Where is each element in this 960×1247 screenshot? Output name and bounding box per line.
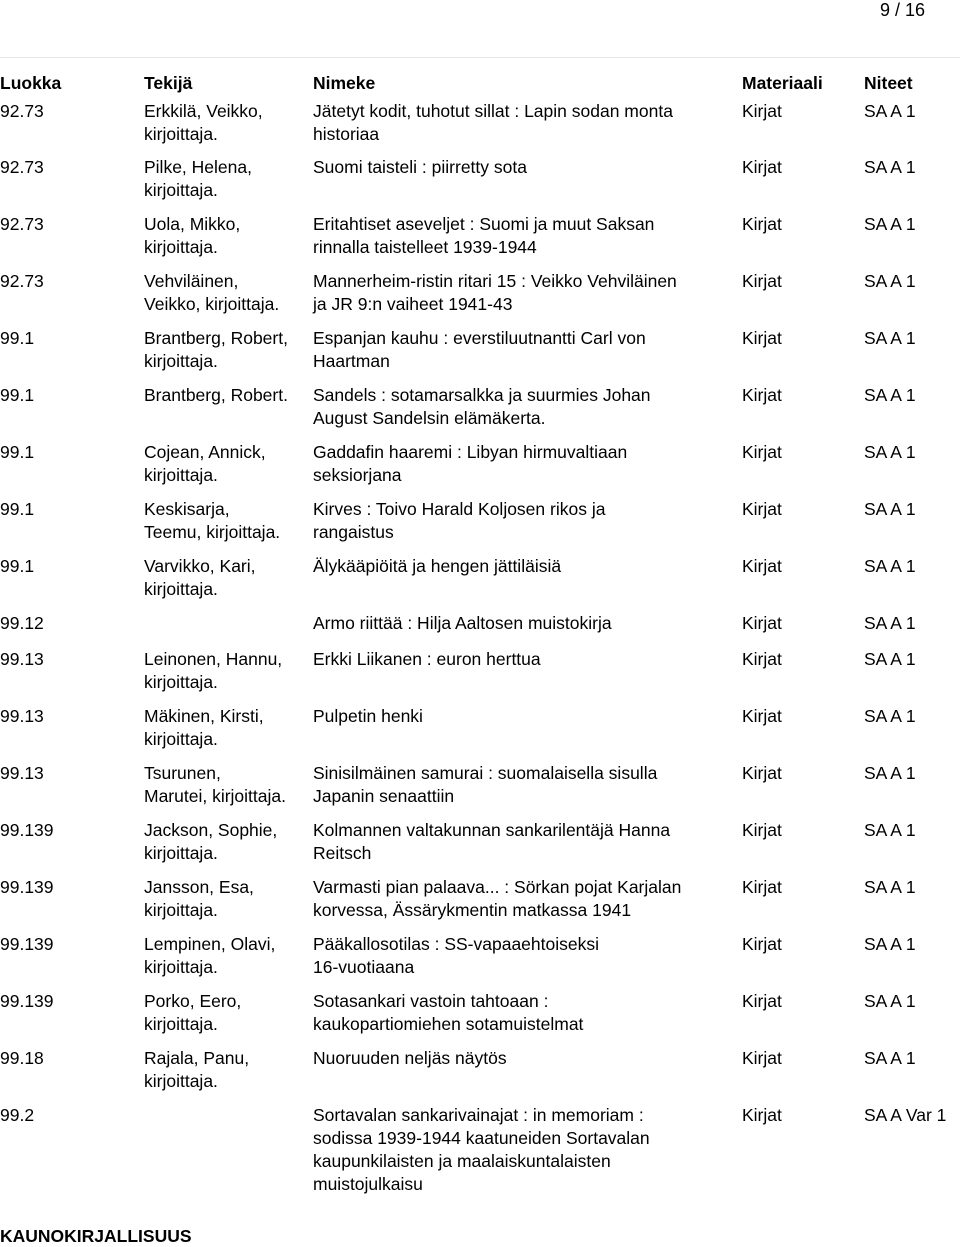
cell-materiaali: Kirjat bbox=[742, 1048, 782, 1068]
cell-tekija: Jackson, Sophie, bbox=[144, 820, 278, 840]
cell-tekija: Lempinen, Olavi, bbox=[144, 934, 276, 954]
cell-nimeke: Pulpetin henki bbox=[313, 706, 423, 726]
cell-nimeke: August Sandelsin elämäkerta. bbox=[313, 408, 546, 428]
column-header-luokka: Luokka bbox=[0, 73, 62, 93]
cell-tekija: kirjoittaja. bbox=[144, 579, 218, 599]
cell-nimeke: Reitsch bbox=[313, 843, 372, 863]
cell-tekija: Keskisarja, bbox=[144, 499, 230, 519]
cell-tekija: Mäkinen, Kirsti, bbox=[144, 706, 264, 726]
cell-niteet: SA A 1 bbox=[864, 101, 916, 121]
cell-niteet: SA A 1 bbox=[864, 1048, 916, 1068]
cell-nimeke: kaupunkilaisten ja maalaiskuntalaisten bbox=[313, 1151, 611, 1171]
cell-nimeke: rinnalla taistelleet 1939-1944 bbox=[313, 237, 537, 257]
cell-nimeke: Mannerheim-ristin ritari 15 : Veikko Vehviläinen bbox=[313, 271, 677, 291]
cell-materiaali: Kirjat bbox=[742, 706, 782, 726]
cell-tekija: Brantberg, Robert, bbox=[144, 328, 288, 348]
cell-materiaali: Kirjat bbox=[742, 1105, 782, 1125]
cell-tekija: kirjoittaja. bbox=[144, 843, 218, 863]
table-header bbox=[0, 72, 960, 96]
cell-materiaali: Kirjat bbox=[742, 499, 782, 519]
cell-materiaali: Kirjat bbox=[742, 385, 782, 405]
cell-luokka: 99.2 bbox=[0, 1105, 35, 1125]
cell-tekija: kirjoittaja. bbox=[144, 900, 218, 920]
cell-luokka: 99.1 bbox=[0, 442, 35, 462]
cell-materiaali: Kirjat bbox=[742, 877, 782, 897]
cell-tekija: Rajala, Panu, bbox=[144, 1048, 250, 1068]
cell-niteet: SA A Var 1 bbox=[864, 1105, 947, 1125]
cell-materiaali: Kirjat bbox=[742, 820, 782, 840]
column-header-niteet: Niteet bbox=[864, 73, 913, 93]
cell-tekija: kirjoittaja. bbox=[144, 351, 218, 371]
cell-nimeke: 16-vuotiaana bbox=[313, 957, 415, 977]
cell-tekija: kirjoittaja. bbox=[144, 180, 218, 200]
cell-nimeke: Sortavalan sankarivainajat : in memoriam : bbox=[313, 1105, 644, 1125]
cell-nimeke: Eritahtiset aseveljet : Suomi ja muut Saksan bbox=[313, 214, 655, 234]
cell-materiaali: Kirjat bbox=[742, 271, 782, 291]
cell-tekija: Leinonen, Hannu, bbox=[144, 649, 283, 669]
cell-luokka: 99.1 bbox=[0, 385, 35, 405]
cell-luokka: 99.139 bbox=[0, 820, 54, 840]
cell-niteet: SA A 1 bbox=[864, 385, 916, 405]
cell-tekija: Erkkilä, Veikko, bbox=[144, 101, 263, 121]
cell-tekija: Pilke, Helena, bbox=[144, 157, 252, 177]
cell-nimeke: Varmasti pian palaava... : Sörkan pojat Karjalan bbox=[313, 877, 682, 897]
cell-materiaali: Kirjat bbox=[742, 991, 782, 1011]
cell-niteet: SA A 1 bbox=[864, 556, 916, 576]
cell-nimeke: Suomi taisteli : piirretty sota bbox=[313, 157, 527, 177]
cell-niteet: SA A 1 bbox=[864, 820, 916, 840]
cell-tekija: Veikko, kirjoittaja. bbox=[144, 294, 280, 314]
cell-nimeke: Erkki Liikanen : euron herttua bbox=[313, 649, 541, 669]
cell-luokka: 99.1 bbox=[0, 328, 35, 348]
cell-luokka: 99.139 bbox=[0, 934, 54, 954]
cell-tekija: Brantberg, Robert. bbox=[144, 385, 288, 405]
cell-luokka: 92.73 bbox=[0, 101, 44, 121]
cell-nimeke: Sinisilmäinen samurai : suomalaisella sisulla bbox=[313, 763, 658, 783]
cell-tekija: kirjoittaja. bbox=[144, 1071, 218, 1091]
cell-materiaali: Kirjat bbox=[742, 613, 782, 633]
cell-luokka: 99.13 bbox=[0, 706, 44, 726]
cell-tekija: Teemu, kirjoittaja. bbox=[144, 522, 281, 542]
cell-nimeke: Älykääpiöitä ja hengen jättiläisiä bbox=[313, 556, 562, 576]
cell-tekija: Jansson, Esa, bbox=[144, 877, 254, 897]
cell-luokka: 99.139 bbox=[0, 991, 54, 1011]
cell-nimeke: Sotasankari vastoin tahtoaan : bbox=[313, 991, 549, 1011]
cell-nimeke: Pääkallosotilas : SS-vapaaehtoiseksi bbox=[313, 934, 599, 954]
cell-nimeke: seksiorjana bbox=[313, 465, 402, 485]
cell-luokka: 92.73 bbox=[0, 271, 44, 291]
cell-nimeke: Sandels : sotamarsalkka ja suurmies Johan bbox=[313, 385, 651, 405]
cell-luokka: 92.73 bbox=[0, 214, 44, 234]
cell-tekija: Tsurunen, bbox=[144, 763, 221, 783]
cell-tekija: kirjoittaja. bbox=[144, 957, 218, 977]
cell-materiaali: Kirjat bbox=[742, 157, 782, 177]
cell-luokka: 99.13 bbox=[0, 649, 44, 669]
cell-niteet: SA A 1 bbox=[864, 649, 916, 669]
cell-luokka: 99.1 bbox=[0, 499, 35, 519]
page-number: 9 / 16 bbox=[879, 0, 925, 20]
cell-luokka: 99.139 bbox=[0, 877, 54, 897]
cell-tekija: kirjoittaja. bbox=[144, 465, 218, 485]
cell-nimeke: Kirves : Toivo Harald Koljosen rikos ja bbox=[313, 499, 606, 519]
cell-nimeke: Japanin senaattiin bbox=[313, 786, 455, 806]
cell-niteet: SA A 1 bbox=[864, 157, 916, 177]
cell-tekija: kirjoittaja. bbox=[144, 672, 218, 692]
cell-luokka: 99.1 bbox=[0, 556, 35, 576]
column-header-materiaali: Materiaali bbox=[742, 73, 823, 93]
cell-tekija: kirjoittaja. bbox=[144, 124, 218, 144]
cell-nimeke: Gaddafin haaremi : Libyan hirmuvaltiaan bbox=[313, 442, 628, 462]
cell-materiaali: Kirjat bbox=[742, 763, 782, 783]
cell-nimeke: Jätetyt kodit, tuhotut sillat : Lapin sodan monta bbox=[313, 101, 673, 121]
cell-tekija: kirjoittaja. bbox=[144, 1014, 218, 1034]
cell-tekija: Uola, Mikko, bbox=[144, 214, 241, 234]
cell-niteet: SA A 1 bbox=[864, 706, 916, 726]
column-header-nimeke: Nimeke bbox=[313, 73, 376, 93]
cell-nimeke: korvessa, Ässärykmentin matkassa 1941 bbox=[313, 900, 632, 920]
cell-nimeke: Espanjan kauhu : everstiluutnantti Carl von bbox=[313, 328, 646, 348]
cell-materiaali: Kirjat bbox=[742, 328, 782, 348]
cell-tekija: Marutei, kirjoittaja. bbox=[144, 786, 286, 806]
cell-nimeke: muistojulkaisu bbox=[313, 1174, 423, 1194]
cell-luokka: 99.12 bbox=[0, 613, 44, 633]
cell-niteet: SA A 1 bbox=[864, 763, 916, 783]
cell-nimeke: kaukopartiomiehen sotamuistelmat bbox=[313, 1014, 584, 1034]
cell-niteet: SA A 1 bbox=[864, 934, 916, 954]
cell-nimeke: sodissa 1939-1944 kaatuneiden Sortavalan bbox=[313, 1128, 650, 1148]
cell-niteet: SA A 1 bbox=[864, 613, 916, 633]
cell-nimeke: Nuoruuden neljäs näytös bbox=[313, 1048, 507, 1068]
cell-nimeke: historiaa bbox=[313, 124, 380, 144]
cell-tekija: Porko, Eero, bbox=[144, 991, 242, 1011]
cell-tekija: kirjoittaja. bbox=[144, 729, 218, 749]
cell-luokka: 92.73 bbox=[0, 157, 44, 177]
cell-tekija: Cojean, Annick, bbox=[144, 442, 266, 462]
cell-materiaali: Kirjat bbox=[742, 442, 782, 462]
cell-luokka: 99.13 bbox=[0, 763, 44, 783]
cell-tekija: Vehviläinen, bbox=[144, 271, 239, 291]
cell-niteet: SA A 1 bbox=[864, 328, 916, 348]
top-bar bbox=[0, 0, 960, 58]
cell-luokka: 99.18 bbox=[0, 1048, 44, 1068]
cell-niteet: SA A 1 bbox=[864, 214, 916, 234]
cell-nimeke: Kolmannen valtakunnan sankarilentäjä Hanna bbox=[313, 820, 671, 840]
cell-niteet: SA A 1 bbox=[864, 991, 916, 1011]
cell-nimeke: Haartman bbox=[313, 351, 390, 371]
column-header-tekija: Tekijä bbox=[144, 73, 193, 93]
cell-niteet: SA A 1 bbox=[864, 442, 916, 462]
cell-materiaali: Kirjat bbox=[742, 101, 782, 121]
cell-nimeke: Armo riittää : Hilja Aaltosen muistokirja bbox=[313, 613, 612, 633]
cell-materiaali: Kirjat bbox=[742, 556, 782, 576]
cell-materiaali: Kirjat bbox=[742, 649, 782, 669]
cell-materiaali: Kirjat bbox=[742, 934, 782, 954]
cell-tekija: kirjoittaja. bbox=[144, 237, 218, 257]
cell-nimeke: ja JR 9:n vaiheet 1941-43 bbox=[313, 294, 513, 314]
cell-nimeke: rangaistus bbox=[313, 522, 394, 542]
cell-niteet: SA A 1 bbox=[864, 271, 916, 291]
cell-materiaali: Kirjat bbox=[742, 214, 782, 234]
cell-niteet: SA A 1 bbox=[864, 877, 916, 897]
cell-niteet: SA A 1 bbox=[864, 499, 916, 519]
section-footer: KAUNOKIRJALLISUUS bbox=[0, 1226, 192, 1246]
cell-tekija: Varvikko, Kari, bbox=[144, 556, 256, 576]
